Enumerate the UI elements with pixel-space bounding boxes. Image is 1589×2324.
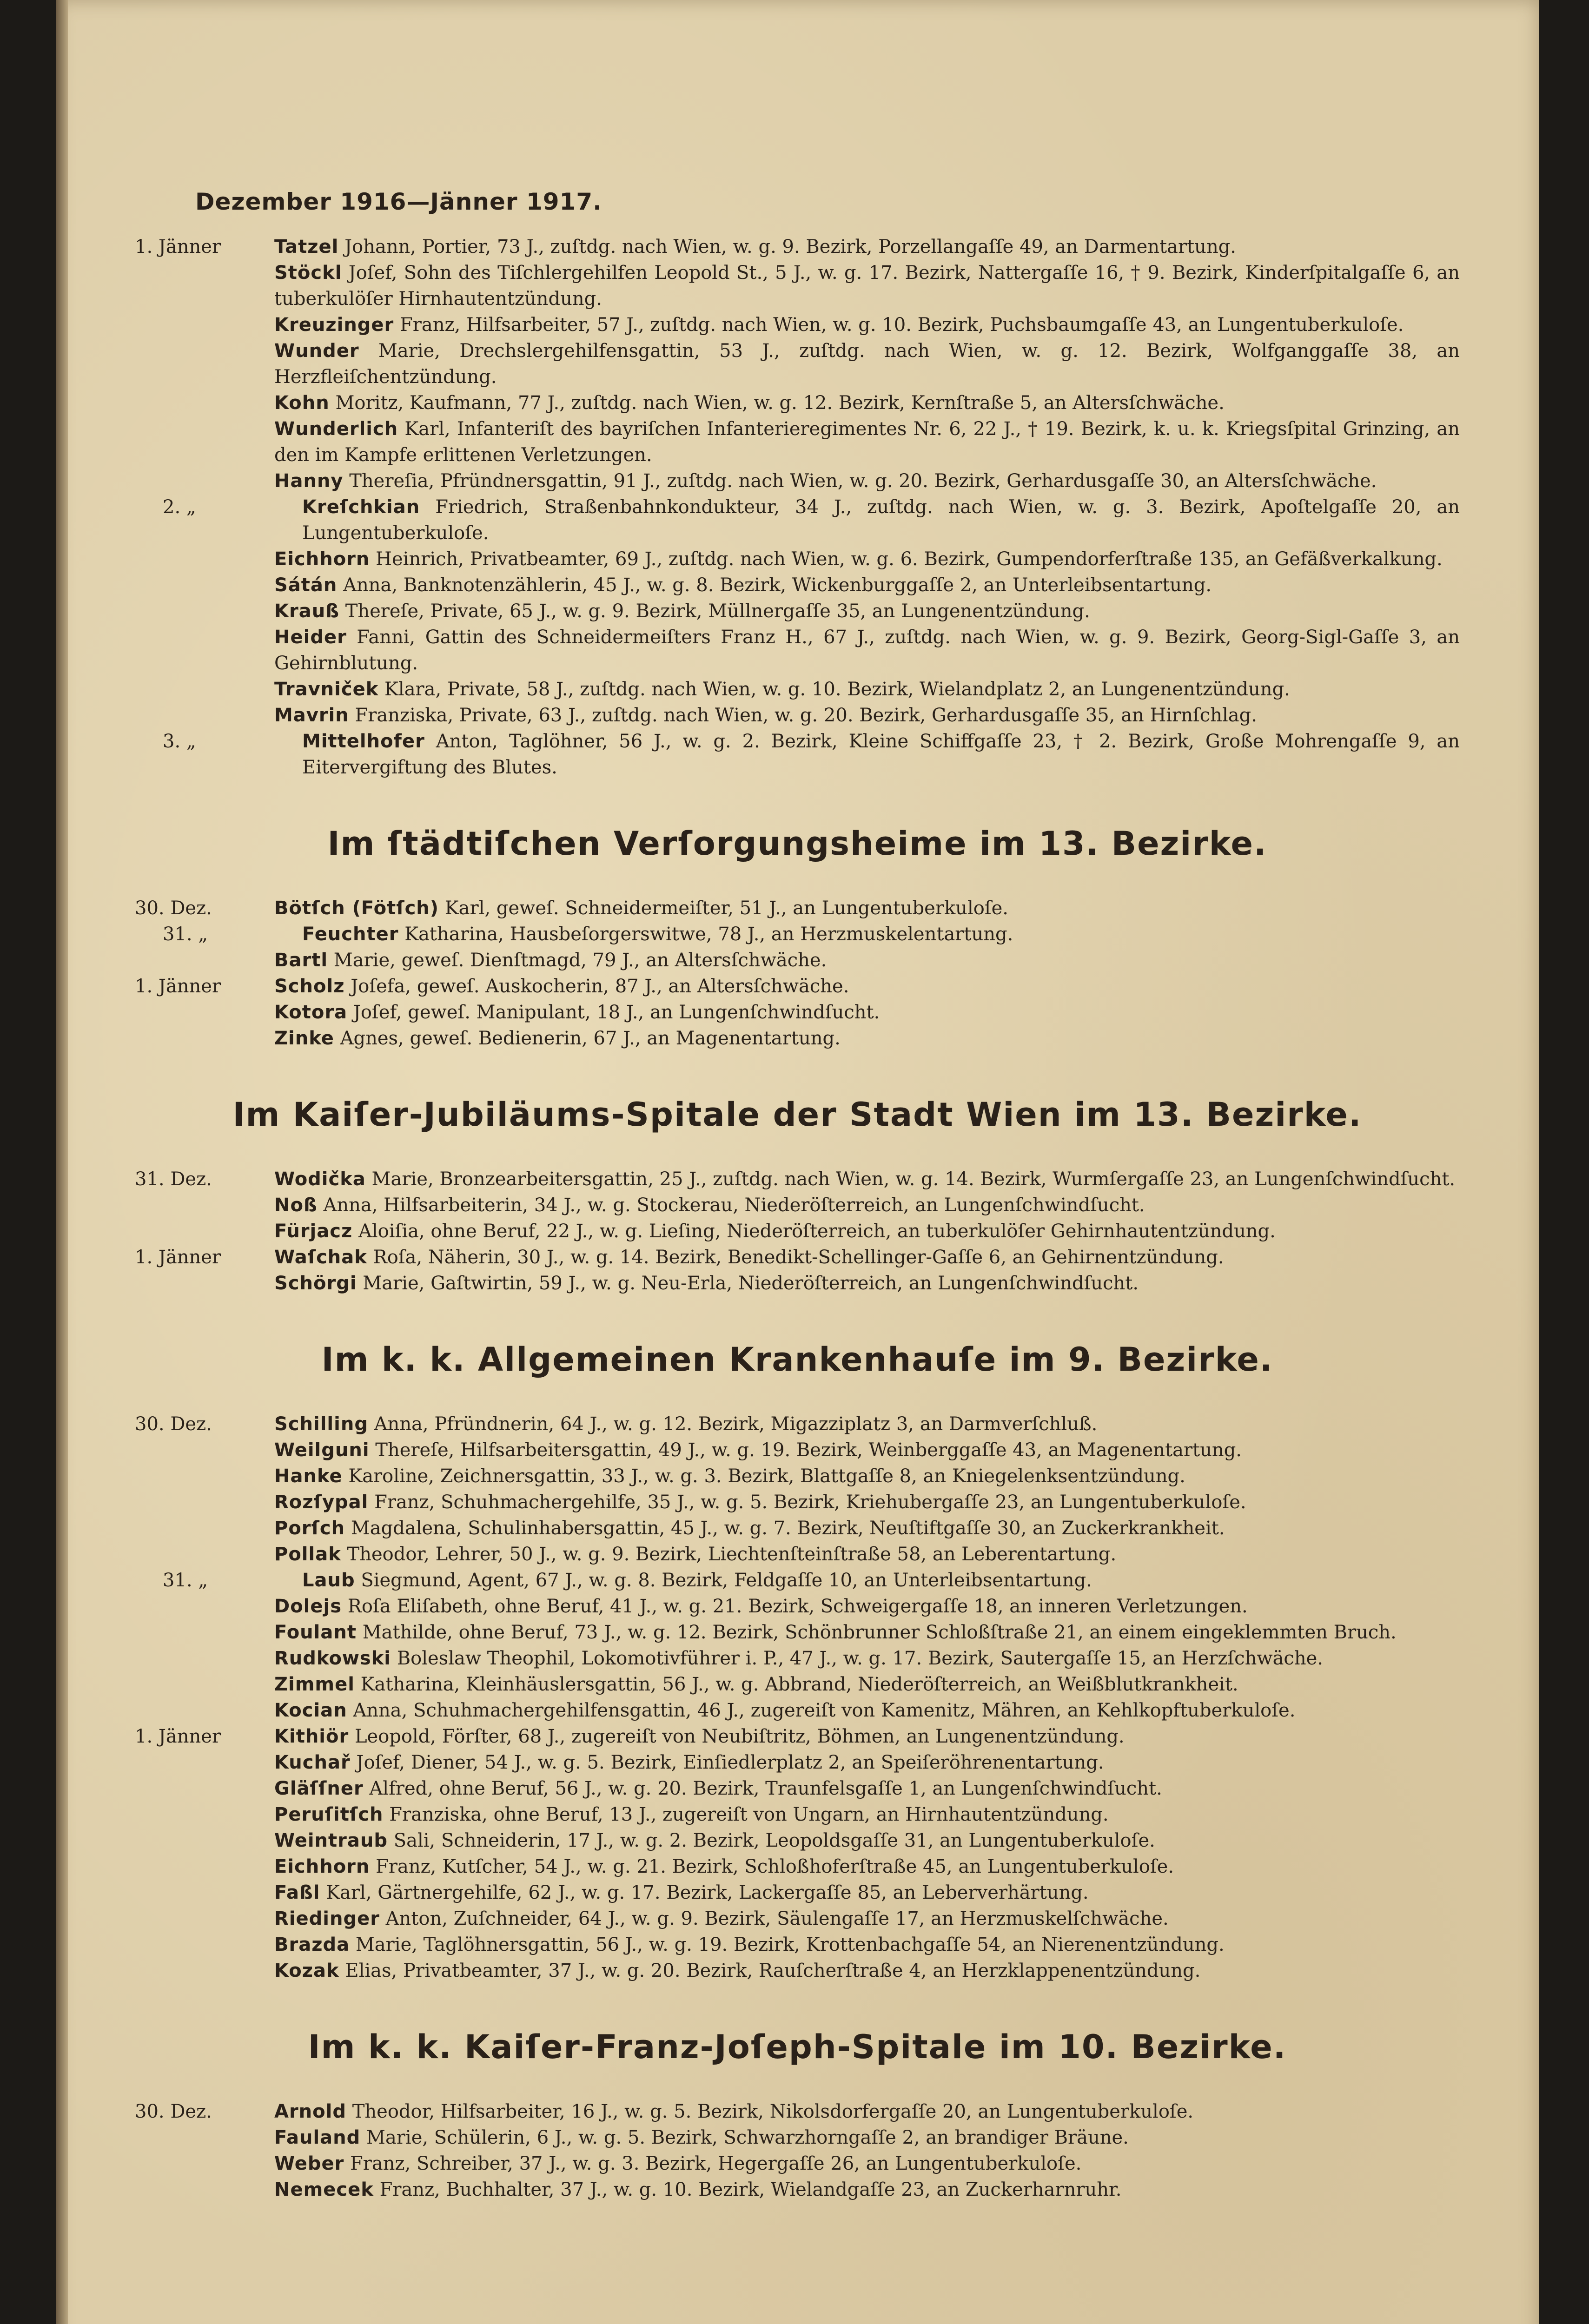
entry-text — [274, 2099, 1460, 2125]
register-entry — [135, 1932, 1460, 1958]
entry-text — [302, 728, 1460, 780]
entry-text — [274, 1906, 1460, 1932]
entry-details: Franziska, ohne Beruf, 13 J., zugereiſt von Ungarn, an Hirnhautentzündung. — [389, 1804, 1109, 1825]
entry-surname: Weintraub — [274, 1830, 388, 1851]
entry-details: Moritz, Kaufmann, 77 J., zuſtdg. nach Wien, w. g. 12. Bezirk, Kernſtraße 5, an Altersſchwäche. — [335, 392, 1225, 414]
entry-details: Anna, Banknotenzählerin, 45 J., w. g. 8. Bezirk, Wickenburggaſſe 2, an Unterleibsentartung. — [343, 574, 1212, 596]
entry-date — [135, 999, 274, 1025]
entry-date — [135, 624, 274, 676]
entry-date — [135, 468, 274, 494]
entry-date — [135, 1025, 274, 1051]
entry-text — [302, 921, 1460, 947]
entry-date — [135, 2125, 274, 2151]
entry-surname: Brazda — [274, 1934, 350, 1955]
entry-surname: Heider — [274, 627, 347, 648]
entry-details: Mathilde, ohne Beruf, 73 J., w. g. 12. Bezirk, Schönbrunner Schloßſtraße 21, an einem eingeklemmten Bruch. — [362, 1622, 1397, 1643]
entry-date — [135, 1489, 274, 1515]
entry-date — [135, 1515, 274, 1541]
entry-date — [135, 1218, 274, 1244]
register-entry — [135, 1218, 1460, 1244]
entry-date: 31. Dez. — [135, 1169, 212, 1190]
entry-surname: Hanny — [274, 470, 344, 492]
entry-surname: Feuchter — [302, 924, 399, 945]
register-entry — [135, 1025, 1460, 1051]
entry-surname: Travniček — [274, 679, 379, 700]
entry-surname: Noß — [274, 1195, 318, 1216]
entry-details: Sali, Schneiderin, 17 J., w. g. 2. Bezirk, Leopoldsgaſſe 31, an Lungentuberkuloſe. — [393, 1830, 1155, 1851]
entry-text — [274, 546, 1460, 572]
entry-date: 31. „ — [163, 1570, 208, 1591]
entry-surname: Rudkowski — [274, 1648, 391, 1669]
book-gutter — [56, 0, 68, 2324]
entry-date — [135, 1828, 274, 1854]
register-entry — [135, 2177, 1460, 2203]
register-entry — [135, 1270, 1460, 1296]
register-entry — [135, 546, 1460, 572]
entry-date — [135, 1932, 274, 1958]
entry-date — [135, 676, 274, 702]
entry-date: 1. Jänner — [135, 1247, 221, 1268]
entry-details: Franz, Buchhalter, 37 J., w. g. 10. Bezirk, Wielandgaſſe 23, an Zuckerharnruhr. — [379, 2179, 1122, 2200]
entry-surname: Stöckl — [274, 262, 342, 284]
entry-text — [274, 624, 1460, 676]
entry-details: Katharina, Hausbeſorgerswitwe, 78 J., an Herzmuskelentartung. — [404, 924, 1013, 945]
entry-text — [274, 1166, 1460, 1192]
register-entry — [135, 390, 1460, 416]
entry-text — [274, 1723, 1460, 1750]
entry-text — [274, 1619, 1460, 1645]
register-entry — [135, 2099, 1460, 2125]
register-entry — [135, 895, 1460, 921]
entry-surname: Tatzel — [274, 236, 339, 257]
entry-date — [135, 390, 274, 416]
entry-date — [135, 1671, 274, 1697]
entry-details: Joſef, Sohn des Tiſchlergehilfen Leopold St., 5 J., w. g. 17. Bezirk, Nattergaſſe 16, † 9. Bezirk, Kinderſpitalgaſſe 6, an tuberkulöſer Hirnhautentzündung. — [274, 262, 1460, 310]
entry-surname: Wunder — [274, 340, 359, 362]
entry-text — [274, 1218, 1460, 1244]
entry-date: 3. „ — [163, 731, 196, 752]
entry-surname: Rozſypal — [274, 1492, 369, 1513]
register-entry — [135, 1515, 1460, 1541]
entry-details: Anna, Hilfsarbeiterin, 34 J., w. g. Stockerau, Niederöſterreich, an Lungenſchwindſucht. — [323, 1195, 1145, 1216]
entry-text — [274, 260, 1460, 312]
entry-date — [135, 1593, 274, 1619]
register-entry — [135, 572, 1460, 598]
register-entry — [135, 234, 1460, 260]
entry-surname: Schörgi — [274, 1273, 357, 1294]
entry-text — [274, 1411, 1460, 1437]
register-entry — [135, 1463, 1460, 1489]
entry-details: Karl, Infanteriſt des bayriſchen Infanterieregimentes Nr. 6, 22 J., † 19. Bezirk, k. u. k. Kriegsſpital Grinzing, an den im Kampfe erlittenen Verletzungen. — [274, 418, 1460, 466]
section-heading: Im k. k. Kaiſer-Franz-Joſeph-Spitale im 10. Bezirke. — [308, 2028, 1287, 2066]
entry-details: Thereſe, Private, 65 J., w. g. 9. Bezirk, Müllnergaſſe 35, an Lungenentzündung. — [345, 601, 1090, 622]
entry-details: Roſa, Näherin, 30 J., w. g. 14. Bezirk, Benedikt-Schellinger-Gaſſe 6, an Gehirnentzündung. — [373, 1247, 1224, 1268]
entry-date — [135, 1776, 274, 1802]
page-content — [135, 188, 1460, 2203]
entry-details: Marie, Gaſtwirtin, 59 J., w. g. Neu-Erla, Niederöſterreich, an Lungenſchwindſucht. — [363, 1273, 1139, 1294]
register-entry — [135, 1619, 1460, 1645]
entry-date — [135, 1854, 274, 1880]
entry-details: Leopold, Förſter, 68 J., zugereiſt von Neubiſtritz, Böhmen, an Lungenentzündung. — [354, 1726, 1125, 1747]
register-entry — [135, 1750, 1460, 1776]
entry-date: 31. „ — [163, 924, 208, 945]
entry-details: Karoline, Zeichnersgattin, 33 J., w. g. 3. Bezirk, Blattgaſſe 8, an Kniegelenksentzündung. — [348, 1466, 1185, 1487]
register-section — [135, 1096, 1460, 1296]
entry-text — [274, 676, 1460, 702]
entry-text — [274, 1750, 1460, 1776]
entry-text — [302, 1567, 1460, 1593]
entry-text — [274, 572, 1460, 598]
entry-date — [135, 312, 274, 338]
death-register — [135, 234, 1460, 2203]
entry-date — [135, 1880, 274, 1906]
entry-details: Franz, Kutſcher, 54 J., w. g. 21. Bezirk, Schloßhoferſtraße 45, an Lungentuberkuloſe. — [376, 1856, 1174, 1877]
entry-date — [135, 2177, 274, 2203]
entry-details: Marie, geweſ. Dienſtmagd, 79 J., an Altersſchwäche. — [333, 950, 827, 971]
entry-text — [274, 1463, 1460, 1489]
entry-text — [274, 1828, 1460, 1854]
register-entry — [135, 624, 1460, 676]
entry-surname: Kocian — [274, 1700, 347, 1721]
register-entry — [135, 1244, 1460, 1270]
period-heading: Dezember 1916—Jänner 1917. — [195, 188, 602, 215]
entry-date — [135, 1906, 274, 1932]
entry-surname: Riedinger — [274, 1908, 380, 1929]
entry-text — [274, 390, 1460, 416]
entry-date: 30. Dez. — [135, 2101, 212, 2122]
entry-text — [302, 494, 1460, 546]
entry-date — [135, 1192, 274, 1218]
entry-details: Franz, Schreiber, 37 J., w. g. 3. Bezirk, Hegergaſſe 26, an Lungentuberkuloſe. — [350, 2153, 1082, 2174]
entry-details: Theodor, Hilfsarbeiter, 16 J., w. g. 5. Bezirk, Nikolsdorfergaſſe 20, an Lungentuberkuloſe. — [352, 2101, 1194, 2122]
register-entry — [135, 1880, 1460, 1906]
entry-details: Anna, Schuhmachergehilfensgattin, 46 J., zugereiſt von Kamenitz, Mähren, an Kehlkopftuberkuloſe. — [353, 1700, 1296, 1721]
entry-details: Anton, Zuſchneider, 64 J., w. g. 9. Bezirk, Säulengaſſe 17, an Herzmuskelſchwäche. — [385, 1908, 1169, 1929]
entry-date — [135, 2151, 274, 2177]
entry-surname: Schilling — [274, 1413, 368, 1435]
entry-text — [274, 234, 1460, 260]
entry-date — [135, 1437, 274, 1463]
entry-text — [274, 1192, 1460, 1218]
entry-surname: Weber — [274, 2153, 344, 2174]
register-entry — [135, 1854, 1460, 1880]
entry-date: 30. Dez. — [135, 1413, 212, 1435]
entry-surname: Mittelhofer — [302, 731, 425, 752]
entry-text — [274, 1541, 1460, 1567]
entry-surname: Kreſchkian — [302, 496, 420, 518]
entry-details: Katharina, Kleinhäuslersgattin, 56 J., w. g. Abbrand, Niederöſterreich, an Weißblutkrankheit. — [360, 1674, 1238, 1695]
register-entry — [135, 598, 1460, 624]
entry-text — [274, 702, 1460, 728]
entry-text — [274, 598, 1460, 624]
register-section — [135, 234, 1460, 780]
entry-surname: Sátán — [274, 574, 338, 596]
register-entry — [135, 338, 1460, 390]
register-entry — [135, 1645, 1460, 1671]
entry-surname: Bötſch (Fötſch) — [274, 898, 439, 919]
entry-surname: Zimmel — [274, 1674, 355, 1695]
entry-details: Thereſia, Pfründnersgattin, 91 J., zuſtdg. nach Wien, w. g. 20. Bezirk, Gerhardusgaſſe 30, an Altersſchwäche. — [349, 470, 1377, 492]
entry-details: Johann, Portier, 73 J., zuſtdg. nach Wien, w. g. 9. Bezirk, Porzellangaſſe 49, an Darmentartung. — [344, 236, 1237, 257]
entry-details: Theodor, Lehrer, 50 J., w. g. 9. Bezirk, Liechtenſteinſtraße 58, an Leberentartung. — [347, 1544, 1117, 1565]
register-entry — [135, 468, 1460, 494]
register-entry — [135, 1567, 1460, 1593]
entry-text — [274, 1437, 1460, 1463]
entry-text — [274, 416, 1460, 468]
entry-text — [274, 1880, 1460, 1906]
entry-text — [274, 338, 1460, 390]
entry-details: Roſa Eliſabeth, ohne Beruf, 41 J., w. g. 21. Bezirk, Schweigergaſſe 18, an inneren Verletzungen. — [347, 1596, 1248, 1617]
entry-surname: Fürjacz — [274, 1221, 353, 1242]
entry-surname: Faßl — [274, 1882, 320, 1903]
entry-details: Karl, Gärtnergehilfe, 62 J., w. g. 17. Bezirk, Lackergaſſe 85, an Leberverhärtung. — [326, 1882, 1089, 1903]
register-entry — [135, 416, 1460, 468]
entry-surname: Laub — [302, 1570, 355, 1591]
scanned-page — [56, 0, 1539, 2324]
register-entry — [135, 1489, 1460, 1515]
entry-surname: Gläſſner — [274, 1778, 364, 1799]
entry-text — [274, 1932, 1460, 1958]
register-entry — [135, 999, 1460, 1025]
entry-details: Aloiſia, ohne Beruf, 22 J., w. g. Lieſing, Niederöſterreich, an tuberkulöſer Gehirnhautentzündung. — [358, 1221, 1276, 1242]
register-entry — [135, 1411, 1460, 1437]
register-section — [135, 2028, 1460, 2203]
register-entry — [135, 947, 1460, 973]
entry-details: Joſefa, geweſ. Auskocherin, 87 J., an Altersſchwäche. — [351, 976, 849, 997]
entry-details: Anna, Pfründnerin, 64 J., w. g. 12. Bezirk, Migazziplatz 3, an Darmverſchluß. — [374, 1413, 1098, 1435]
entry-date — [135, 1697, 274, 1723]
register-section — [135, 825, 1460, 1051]
entry-text — [274, 1489, 1460, 1515]
entry-surname: Kozak — [274, 1960, 339, 1981]
entry-surname: Wodička — [274, 1169, 366, 1190]
register-entry — [135, 260, 1460, 312]
entry-details: Marie, Bronzearbeitersgattin, 25 J., zuſtdg. nach Wien, w. g. 14. Bezirk, Wurmſergaſſe 23, an Lungenſchwindſucht. — [371, 1169, 1456, 1190]
register-entry — [135, 1958, 1460, 1984]
register-entry — [135, 1723, 1460, 1750]
entry-surname: Foulant — [274, 1622, 357, 1643]
register-entry — [135, 312, 1460, 338]
entry-surname: Kohn — [274, 392, 330, 414]
entry-text — [274, 1244, 1460, 1270]
entry-date — [135, 1645, 274, 1671]
entry-text — [274, 973, 1460, 999]
entry-surname: Krauß — [274, 601, 339, 622]
entry-text — [274, 1697, 1460, 1723]
entry-date — [135, 1541, 274, 1567]
entry-date: 1. Jänner — [135, 976, 221, 997]
entry-details: Franz, Schuhmachergehilfe, 35 J., w. g. 5. Bezirk, Kriehubergaſſe 23, an Lungentuberkuloſe. — [374, 1492, 1246, 1513]
entry-surname: Eichhorn — [274, 1856, 370, 1877]
entry-surname: Pollak — [274, 1544, 341, 1565]
register-entry — [135, 1192, 1460, 1218]
entry-date — [135, 572, 274, 598]
entry-surname: Kotora — [274, 1002, 348, 1023]
register-entry — [135, 1776, 1460, 1802]
entry-details: Fanni, Gattin des Schneidermeiſters Franz H., 67 J., zuſtdg. nach Wien, w. g. 9. Bezirk, Georg-Sigl-Gaſſe 3, an Gehirnblutung. — [274, 627, 1460, 674]
entry-date: 2. „ — [163, 496, 196, 518]
entry-text — [274, 1270, 1460, 1296]
entry-surname: Kuchař — [274, 1752, 351, 1773]
section-heading: Im k. k. Allgemeinen Krankenhauſe im 9. Bezirke. — [321, 1340, 1273, 1379]
entry-text — [274, 2151, 1460, 2177]
register-entry — [135, 702, 1460, 728]
register-entry — [135, 1697, 1460, 1723]
entry-text — [274, 999, 1460, 1025]
entry-date — [135, 1802, 274, 1828]
entry-date: 1. Jänner — [135, 236, 221, 257]
entry-text — [274, 312, 1460, 338]
entry-details: Magdalena, Schulinhabersgattin, 45 J., w. g. 7. Bezirk, Neuſtiftgaſſe 30, an Zuckerkrankheit. — [351, 1518, 1225, 1539]
entry-details: Alfred, ohne Beruf, 56 J., w. g. 20. Bezirk, Traunfelsgaſſe 1, an Lungenſchwindſucht. — [369, 1778, 1162, 1799]
entry-text — [274, 1802, 1460, 1828]
register-entry — [135, 1671, 1460, 1697]
entry-text — [274, 1854, 1460, 1880]
entry-details: Elias, Privatbeamter, 37 J., w. g. 20. Bezirk, Rauſcherſtraße 4, an Herzklappenentzündung. — [345, 1960, 1201, 1981]
register-entry — [135, 1593, 1460, 1619]
entry-text — [274, 1776, 1460, 1802]
entry-surname: Mavrin — [274, 705, 349, 726]
entry-surname: Dolejs — [274, 1596, 342, 1617]
entry-details: Joſef, geweſ. Manipulant, 18 J., an Lungenſchwindſucht. — [353, 1002, 880, 1023]
register-entry — [135, 676, 1460, 702]
entry-text — [274, 1025, 1460, 1051]
register-section — [135, 1340, 1460, 1984]
entry-details: Agnes, geweſ. Bedienerin, 67 J., an Magenentartung. — [340, 1028, 841, 1049]
entry-surname: Wunderlich — [274, 418, 398, 440]
entry-details: Marie, Drechslergehilfensgattin, 53 J., zuſtdg. nach Wien, w. g. 12. Bezirk, Wolfganggaſſe 38, an Herzfleiſchentzündung. — [274, 340, 1460, 388]
entry-details: Franziska, Private, 63 J., zuſtdg. nach Wien, w. g. 20. Bezirk, Gerhardusgaſſe 35, an Hirnſchlag. — [355, 705, 1257, 726]
entry-text — [274, 2125, 1460, 2151]
entry-text — [274, 895, 1460, 921]
register-entry — [135, 494, 1460, 546]
entry-surname: Eichhorn — [274, 548, 370, 570]
entry-date — [135, 1750, 274, 1776]
entry-date: 1. Jänner — [135, 1726, 221, 1747]
entry-surname: Scholz — [274, 976, 345, 997]
entry-text — [274, 1958, 1460, 1984]
entry-text — [274, 1515, 1460, 1541]
entry-details: Marie, Schülerin, 6 J., w. g. 5. Bezirk, Schwarzhorngaſſe 2, an brandiger Bräune. — [366, 2127, 1129, 2148]
entry-surname: Arnold — [274, 2101, 346, 2122]
entry-date — [135, 947, 274, 973]
entry-text — [274, 468, 1460, 494]
register-entry — [135, 1828, 1460, 1854]
entry-date — [135, 702, 274, 728]
entry-date — [135, 260, 274, 312]
entry-details: Joſef, Diener, 54 J., w. g. 5. Bezirk, Einſiedlerplatz 2, an Speiſeröhrenentartung. — [356, 1752, 1104, 1773]
entry-surname: Peruſitſch — [274, 1804, 384, 1825]
entry-text — [274, 947, 1460, 973]
entry-details: Karl, geweſ. Schneidermeiſter, 51 J., an Lungentuberkuloſe. — [444, 898, 1009, 919]
entry-text — [274, 1671, 1460, 1697]
section-heading: Im ſtädtiſchen Verſorgungsheime im 13. Bezirke. — [327, 825, 1267, 863]
register-entry — [135, 1437, 1460, 1463]
entry-date — [135, 546, 274, 572]
entry-date — [135, 1270, 274, 1296]
register-entry — [135, 973, 1460, 999]
entry-text — [274, 2177, 1460, 2203]
register-entry — [135, 728, 1460, 780]
entry-details: Thereſe, Hilfsarbeitersgattin, 49 J., w. g. 19. Bezirk, Weinberggaſſe 43, an Magenentartung. — [375, 1439, 1242, 1461]
entry-surname: Zinke — [274, 1028, 334, 1049]
entry-text — [274, 1593, 1460, 1619]
entry-text — [274, 1645, 1460, 1671]
entry-details: Boleslaw Theophil, Lokomotivführer i. P., 47 J., w. g. 17. Bezirk, Sautergaſſe 15, an Herzſchwäche. — [397, 1648, 1323, 1669]
register-entry — [135, 2125, 1460, 2151]
entry-date — [135, 1463, 274, 1489]
entry-date — [135, 416, 274, 468]
register-entry — [135, 1541, 1460, 1567]
entry-date: 30. Dez. — [135, 898, 212, 919]
entry-surname: Weilguni — [274, 1439, 370, 1461]
register-entry — [135, 1802, 1460, 1828]
entry-details: Klara, Private, 58 J., zuſtdg. nach Wien, w. g. 10. Bezirk, Wielandplatz 2, an Lungenentzündung. — [384, 679, 1290, 700]
entry-details: Anton, Taglöhner, 56 J., w. g. 2. Bezirk, Kleine Schiffgaſſe 23, † 2. Bezirk, Große Mohrengaſſe 9, an Eitervergiftung des Blutes. — [302, 731, 1460, 778]
entry-date — [135, 1619, 274, 1645]
register-entry — [135, 921, 1460, 947]
entry-details: Friedrich, Straßenbahnkondukteur, 34 J., zuſtdg. nach Wien, w. g. 3. Bezirk, Apoſtelgaſſe 20, an Lungentuberkuloſe. — [302, 496, 1460, 544]
entry-surname: Fauland — [274, 2127, 361, 2148]
register-entry — [135, 2151, 1460, 2177]
entry-surname: Waſchak — [274, 1247, 367, 1268]
entry-surname: Hanke — [274, 1466, 343, 1487]
entry-date — [135, 598, 274, 624]
entry-surname: Porſch — [274, 1518, 345, 1539]
entry-surname: Kreuzinger — [274, 314, 394, 336]
entry-surname: Kithiör — [274, 1726, 349, 1747]
entry-details: Marie, Taglöhnersgattin, 56 J., w. g. 19. Bezirk, Krottenbachgaſſe 54, an Nierenentzündung. — [355, 1934, 1225, 1955]
register-entry — [135, 1166, 1460, 1192]
entry-details: Siegmund, Agent, 67 J., w. g. 8. Bezirk, Feldgaſſe 10, an Unterleibsentartung. — [361, 1570, 1092, 1591]
entry-details: Franz, Hilfsarbeiter, 57 J., zuſtdg. nach Wien, w. g. 10. Bezirk, Puchsbaumgaſſe 43, an Lungentuberkuloſe. — [400, 314, 1404, 336]
entry-date — [135, 1958, 274, 1984]
entry-details: Heinrich, Privatbeamter, 69 J., zuſtdg. nach Wien, w. g. 6. Bezirk, Gumpendorferſtraße 135, an Gefäßverkalkung. — [376, 548, 1443, 570]
entry-surname: Nemecek — [274, 2179, 374, 2200]
entry-date — [135, 338, 274, 390]
section-heading: Im Kaiſer-Jubiläums-Spitale der Stadt Wien im 13. Bezirke. — [232, 1096, 1362, 1134]
register-entry — [135, 1906, 1460, 1932]
entry-surname: Bartl — [274, 950, 328, 971]
